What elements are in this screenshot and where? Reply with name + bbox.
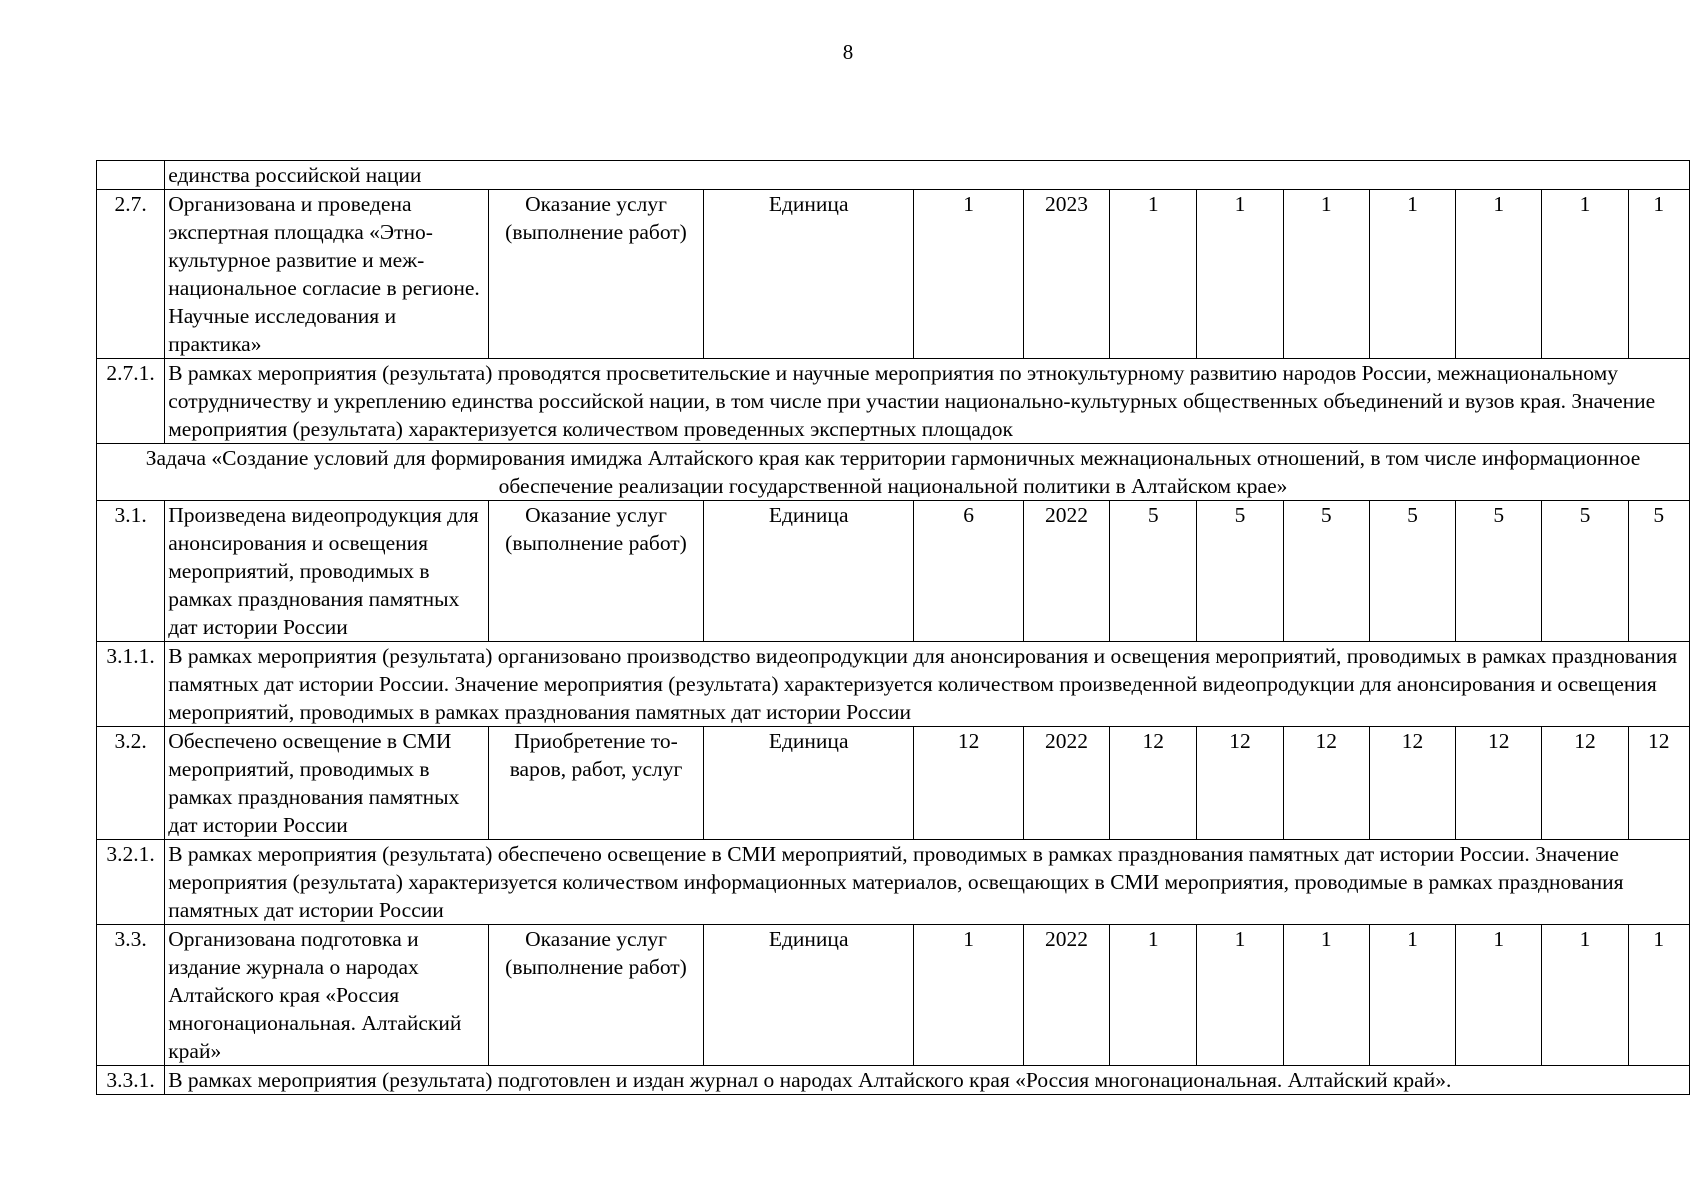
value-cell: 1 — [1542, 190, 1628, 359]
value-cell: 12 — [1283, 727, 1369, 840]
value-cell: 1 — [1283, 190, 1369, 359]
unit-cell: Единица — [703, 925, 914, 1066]
table-row — [97, 190, 1690, 359]
unit-cell: Единица — [703, 501, 914, 642]
base-value-cell: 12 — [914, 727, 1023, 840]
value-cell: 1 — [1369, 925, 1455, 1066]
table-row — [97, 727, 1690, 840]
continuation-text: единства российской нации — [165, 161, 1690, 190]
base-value-cell: 1 — [914, 190, 1023, 359]
base-year-cell: 2023 — [1023, 190, 1109, 359]
result-type: Оказание услуг (выполнение работ) — [489, 190, 704, 359]
unit-cell: Единица — [703, 190, 914, 359]
value-cell: 5 — [1628, 501, 1689, 642]
value-cell: 12 — [1197, 727, 1283, 840]
result-name: Обеспечено освещение в СМИ мероприятий, проводимых в рамках празднования памятных дат истории России — [165, 727, 489, 840]
task-heading: Задача «Создание условий для формирования имиджа Алтайского края как территории гармоничных межнациональных отношений, в том числе информационное обеспечение реализации государственной национальной политики в Алтайском крае» — [97, 444, 1690, 501]
value-cell: 1 — [1110, 925, 1197, 1066]
value-cell: 1 — [1628, 190, 1689, 359]
base-value-cell: 6 — [914, 501, 1023, 642]
result-name: Произведена видеопродукция для анонсирования и освещения мероприятий, проводимых в рамках празднования памятных дат истории России — [165, 501, 489, 642]
value-cell: 1 — [1283, 925, 1369, 1066]
row-number: 3.3.1. — [97, 1066, 165, 1095]
table-row-continuation — [97, 161, 1690, 190]
value-cell: 1 — [1542, 925, 1628, 1066]
page-number: 8 — [842, 40, 854, 64]
value-cell: 5 — [1197, 501, 1283, 642]
value-cell: 5 — [1542, 501, 1628, 642]
result-type: Приобретение товаров, работ, услуг — [489, 727, 704, 840]
value-cell: 12 — [1542, 727, 1628, 840]
task-row — [97, 444, 1690, 501]
value-cell: 5 — [1369, 501, 1455, 642]
result-type: Оказание услуг (выполнение работ) — [489, 925, 704, 1066]
value-cell: 5 — [1456, 501, 1542, 642]
table-row — [97, 501, 1690, 642]
value-cell: 5 — [1110, 501, 1197, 642]
table-row — [97, 925, 1690, 1066]
value-cell: 12 — [1628, 727, 1689, 840]
row-number: 3.2. — [97, 727, 165, 840]
unit-cell: Единица — [703, 727, 914, 840]
value-cell: 12 — [1110, 727, 1197, 840]
value-cell: 12 — [1456, 727, 1542, 840]
description-row — [97, 359, 1690, 444]
results-table — [96, 160, 1690, 1095]
value-cell: 1 — [1628, 925, 1689, 1066]
description-row — [97, 840, 1690, 925]
value-cell: 12 — [1369, 727, 1455, 840]
row-number: 3.2.1. — [97, 840, 165, 925]
value-cell: 1 — [1197, 190, 1283, 359]
row-number-cell — [97, 161, 165, 190]
row-number: 3.1.1. — [97, 642, 165, 727]
value-cell: 1 — [1456, 925, 1542, 1066]
row-number: 3.1. — [97, 501, 165, 642]
base-year-cell: 2022 — [1023, 925, 1109, 1066]
description-text: В рамках мероприятия (результата) проводятся просветительские и научные мероприятия по этнокультурному развитию народов России, межнациональному сотрудничеству и укреплению единства российской нации, в том числе при участии национально-культурных общественных объединений и вузов края. Значение мероприятия (результата) характеризуется количеством проведенных экспертных площадок — [165, 359, 1690, 444]
base-year-cell: 2022 — [1023, 501, 1109, 642]
row-number: 2.7. — [97, 190, 165, 359]
result-type: Оказание услуг (выполнение работ) — [489, 501, 704, 642]
description-row — [97, 1066, 1690, 1095]
value-cell: 1 — [1456, 190, 1542, 359]
value-cell: 1 — [1197, 925, 1283, 1066]
result-name: Организована и проведена экспертная площадка «Этнокультурное развитие и межнациональное согласие в регионе. Научные исследования и практика» — [165, 190, 489, 359]
value-cell: 1 — [1110, 190, 1197, 359]
row-number: 3.3. — [97, 925, 165, 1066]
base-value-cell: 1 — [914, 925, 1023, 1066]
description-text: В рамках мероприятия (результата) подготовлен и издан журнал о народах Алтайского края «Россия многонациональная. Алтайский край». — [165, 1066, 1690, 1095]
result-name: Организована подготовка и издание журнала о народах Алтайского края «Россия многонациональная. Алтайский край» — [165, 925, 489, 1066]
description-text: В рамках мероприятия (результата) обеспечено освещение в СМИ мероприятий, проводимых в рамках празднования памятных дат истории России. Значение мероприятия (результата) характеризуется количеством информационных материалов, освещающих в СМИ мероприятия, проводимые в рамках празднования памятных дат истории России — [165, 840, 1690, 925]
row-number: 2.7.1. — [97, 359, 165, 444]
base-year-cell: 2022 — [1023, 727, 1109, 840]
description-text: В рамках мероприятия (результата) организовано производство видеопродукции для анонсирования и освещения мероприятий, проводимых в рамках празднования памятных дат истории России. Значение мероприятия (результата) характеризуется количеством произведенной видеопродукции для анонсирования и освещения мероприятий, проводимых в рамках празднования памятных дат истории России — [165, 642, 1690, 727]
value-cell: 5 — [1283, 501, 1369, 642]
value-cell: 1 — [1369, 190, 1455, 359]
description-row — [97, 642, 1690, 727]
